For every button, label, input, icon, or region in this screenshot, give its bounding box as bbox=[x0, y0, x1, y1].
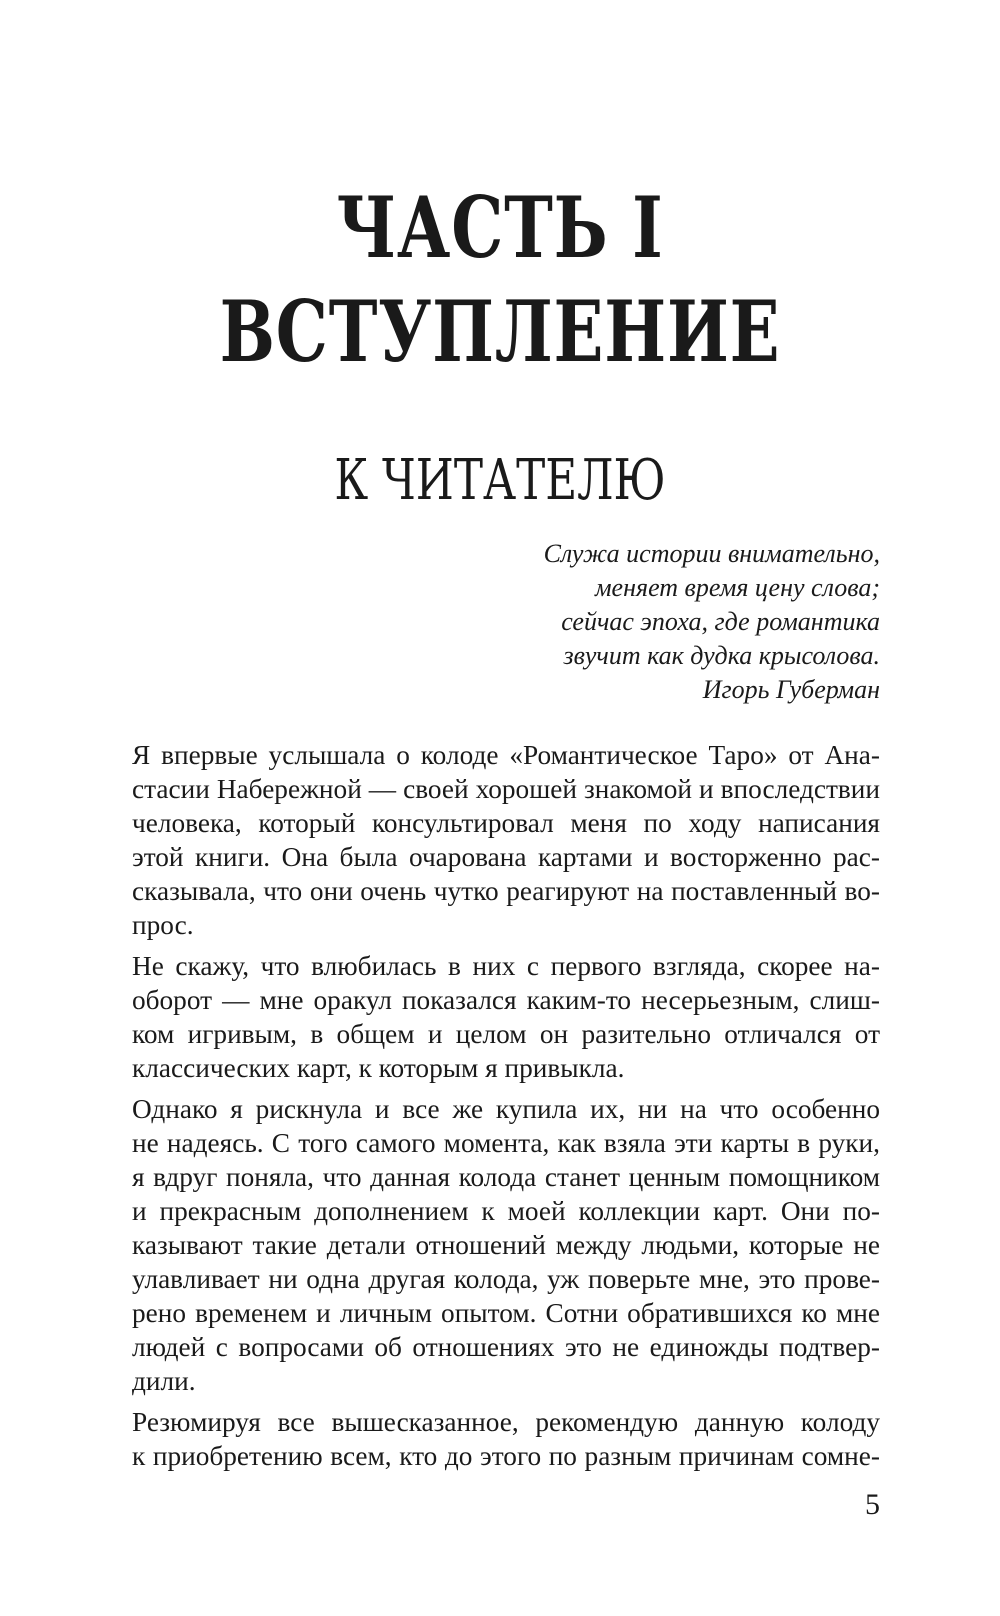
epigraph bbox=[280, 537, 880, 707]
text-line: я вдруг поняла, что данная колода станет ценным помощником bbox=[132, 1162, 880, 1192]
epigraph-author: Игорь Губерман bbox=[702, 675, 880, 704]
section-title: К ЧИТАТЕЛЮ bbox=[334, 448, 666, 513]
text-line: дили. bbox=[132, 1366, 196, 1396]
body-text bbox=[132, 738, 880, 1480]
text-line: сказывала, что они очень чутко реагируют на поставленный во- bbox=[132, 876, 880, 906]
text-line: казывают такие детали отношений между людьми, которые не bbox=[132, 1230, 880, 1260]
text-line: Резюмируя все вышесказанное, рекомендую данную колоду bbox=[132, 1407, 880, 1437]
text-line: рено временем и личным опытом. Сотни обратившихся ко мне bbox=[132, 1298, 880, 1328]
epigraph-line: звучит как дудка крысолова. bbox=[563, 641, 880, 670]
text-line: Я впервые услышала о колоде «Романтическое Таро» от Ана- bbox=[132, 740, 880, 770]
text-line: Не скажу, что влюбилась в них с первого взгляда, скорее на- bbox=[132, 951, 880, 981]
paragraph bbox=[132, 738, 880, 942]
epigraph-line: меняет время цену слова; bbox=[594, 573, 880, 602]
text-line: улавливает ни одна другая колода, уж поверьте мне, это прове- bbox=[132, 1264, 880, 1294]
paragraph bbox=[132, 1092, 880, 1398]
text-line: к приобретению всем, кто до этого по разным причинам сомне- bbox=[132, 1441, 880, 1471]
page-number: 5 bbox=[865, 1488, 880, 1521]
text-line: этой книги. Она была очарована картами и восторженно рас- bbox=[132, 842, 880, 872]
text-line: стасии Набережной — своей хорошей знакомой и впоследствии bbox=[132, 774, 880, 804]
text-line: не надеясь. С того самого момента, как взяла эти карты в руки, bbox=[132, 1128, 880, 1158]
text-line: прос. bbox=[132, 910, 194, 940]
epigraph-line: сейчас эпоха, где романтика bbox=[561, 607, 880, 636]
text-line: людей с вопросами об отношениях это не единожды подтвер- bbox=[132, 1332, 880, 1362]
text-line: ком игривым, в общем и целом он разительно отличался от bbox=[132, 1019, 880, 1049]
text-line: Однако я рискнула и все же купила их, ни на что особенно bbox=[132, 1094, 880, 1124]
paragraph bbox=[132, 1405, 880, 1473]
epigraph-line: Служа истории внимательно, bbox=[543, 539, 880, 568]
text-line: и прекрасным дополнением к моей коллекции карт. Они по- bbox=[132, 1196, 880, 1226]
paragraph bbox=[132, 949, 880, 1085]
text-line: классических карт, к которым я привыкла. bbox=[132, 1053, 625, 1083]
text-line: человека, который консультировал меня по ходу написания bbox=[132, 808, 880, 838]
part-subtitle: ВСТУПЛЕНИЕ bbox=[219, 282, 781, 381]
text-line: оборот — мне оракул показался каким-то несерьезным, слиш- bbox=[132, 985, 880, 1015]
part-label: ЧАСТЬ I bbox=[336, 178, 664, 277]
